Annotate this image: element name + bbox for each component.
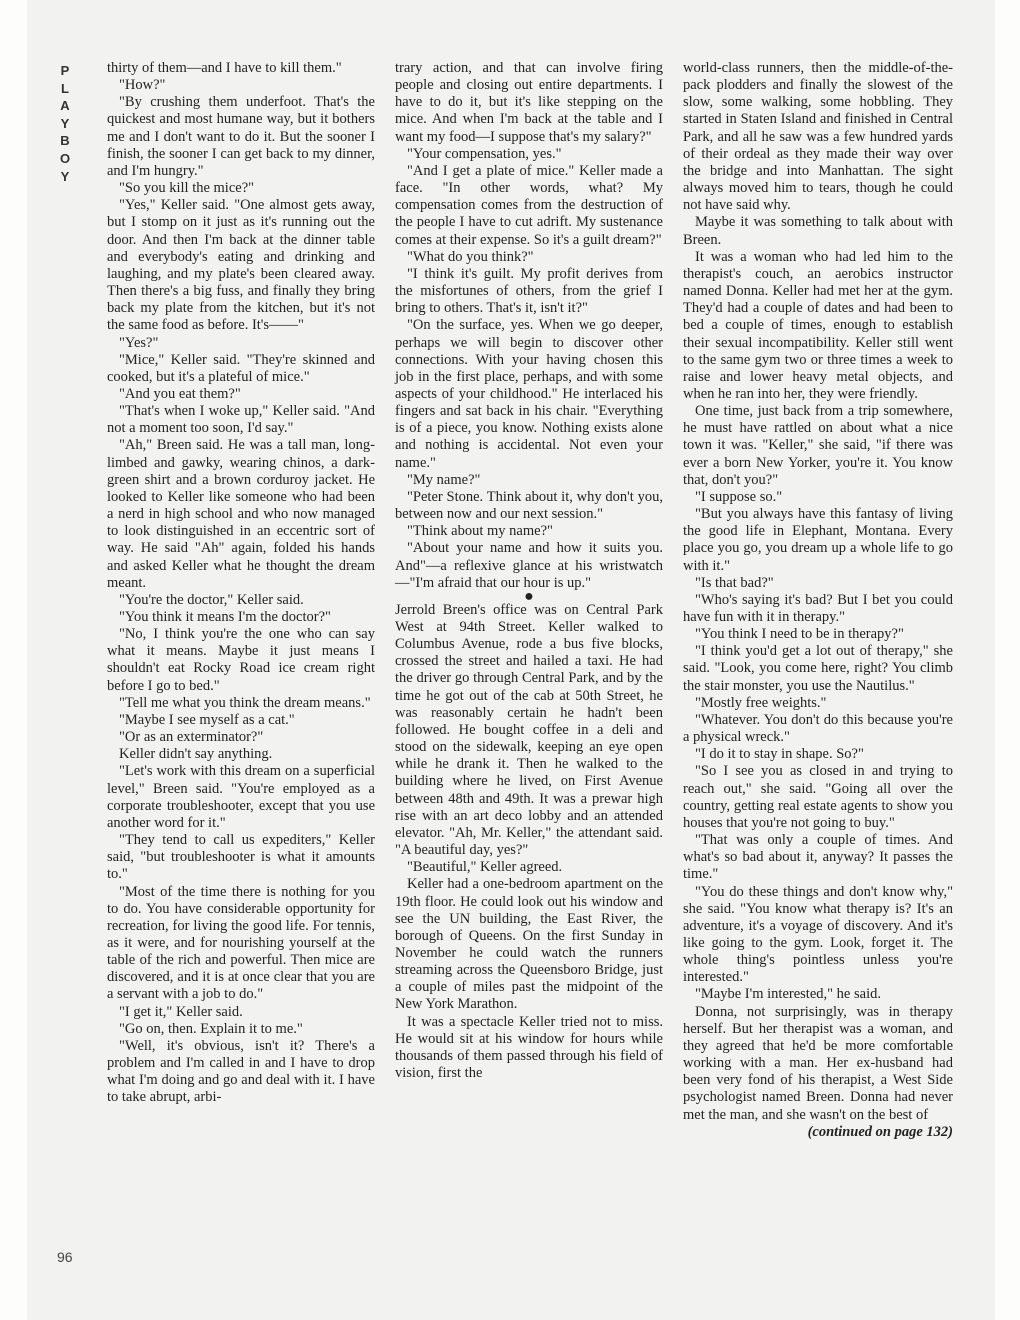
- article-paragraph: "By crushing them underfoot. That's the quickest and most humane way, but it bothers me and I don't want to do it. But the sooner I finish, the sooner I can get back to my dinner, and I'm hungry.": [107, 94, 375, 179]
- article-paragraph: "Go on, then. Explain it to me.": [119, 1020, 303, 1037]
- article-paragraph: "And you eat them?": [119, 385, 241, 402]
- article-paragraph: "I think it's guilt. My profit derives from the misfortunes of others, from the grief I bring to others. That's it, isn't it?": [395, 265, 663, 317]
- article-paragraph: "No, I think you're the one who can say what it means. Maybe it just means I shouldn't eat Rocky Road ice cream right before I go to bed.": [107, 626, 375, 694]
- masthead-letter: L: [61, 80, 69, 96]
- article-paragraph: "I suppose so.": [695, 488, 783, 505]
- article-paragraph: It was a woman who had led him to the therapist's couch, an aerobics instructor named Donna. Keller had met her at the gym. They'd had a couple of dates and had been to bed a couple of times, enough to establish their sexual incompatibility. Keller still went to the same gym two or three times a week to raise and lower heavy metal objects, and when he ran into her, they were friendly.: [683, 248, 953, 402]
- article-paragraph: "You think I need to be in therapy?": [695, 626, 904, 643]
- article-paragraph: "You think it means I'm the doctor?": [119, 609, 331, 625]
- article-paragraph: "What do you think?": [407, 248, 534, 265]
- article-paragraph: "Ah," Breen said. He was a tall man, long-limbed and gawky, wearing chinos, a dark-green shirt and a brown corduroy jacket. He looked to Keller like someone who had been a nerd in high school and who now managed to look distinguished in an eccentric sort of way. He said "Ah" again, folded his hands and asked Keller what he thought the dream meant.: [107, 437, 375, 591]
- section-break-bullet: ●: [524, 587, 534, 605]
- article-column-1: [107, 60, 375, 1107]
- article-paragraph: "But you always have this fantasy of living the good life in Elephant, Montana. Every place you go, you dream up a whole life to go with it.": [683, 506, 953, 574]
- article-paragraph: "So you kill the mice?": [119, 180, 255, 197]
- magazine-masthead: [55, 62, 75, 185]
- article-column-2: [395, 60, 663, 1082]
- article-paragraph: "That was only a couple of times. And what's so bad about it, anyway? It passes the time.": [683, 832, 953, 883]
- masthead-letter: Y: [60, 115, 70, 131]
- article-paragraph: "That's when I woke up," Keller said. "And not a moment too soon, I'd say.": [107, 403, 375, 437]
- article-paragraph: "Beautiful," Keller agreed.: [407, 859, 563, 876]
- article-paragraph: "So I see you as closed in and trying to reach out," she said. "Going all over the country, getting real estate agents to show you houses that you're not going to buy.": [683, 763, 953, 831]
- article-paragraph: "I think you'd get a lot out of therapy," she said. "Look, you come here, right? You climb the stair monster, you use the Nautilus.": [683, 643, 953, 694]
- article-paragraph: "How?": [119, 77, 166, 94]
- article-paragraph: "On the surface, yes. When we go deeper, perhaps we will begin to discover other connections. With your having chosen this job in the first place, perhaps, and with some aspects of your childhood." He interlaced his fingers and sat back in his chair. "Everything is of a piece, you know. Nothing exists alone and nothing is accidental. Not even your name.": [395, 317, 663, 471]
- article-paragraph: "Mostly free weights.": [695, 694, 827, 711]
- article-paragraph: Keller had a one-bedroom apartment on the 19th floor. He could look out his window and see the UN building, the East River, the borough of Queens. On the first Sunday in November he could watch the runners streaming across the Queensboro Bridge, just a couple of miles past the midpoint of the New York Marathon.: [395, 876, 663, 1013]
- article-paragraph: "They tend to call us expediters," Keller said, "but troubleshooter is what it amounts to.": [107, 832, 375, 883]
- article-paragraph: "You do these things and don't know why," she said. "You know what therapy is? It's an adventure, it's a voyage of discovery. And it's like going to the gym. Look, forget it. The whole thing's pointless unless you're interested.": [683, 883, 953, 986]
- article-paragraph: "Maybe I see myself as a cat.": [119, 711, 295, 728]
- article-paragraph: "Is that bad?": [695, 574, 774, 591]
- article-paragraph: world-class runners, then the middle-of-the-pack plodders and finally the slowest of the slow, some walking, some hobbling. They started in Staten Island and finished in Central Park, and all he saw was a few hundred yards of their ordeal as they made their way over the bridge and into Manhattan. The sight always moved him to tears, though he could not have said why.: [683, 60, 953, 214]
- article-paragraph: "Whatever. You don't do this because you're a physical wreck.": [683, 711, 953, 746]
- article-paragraph: "Mice," Keller said. "They're skinned and cooked, but it's a plateful of mice.": [107, 351, 375, 385]
- article-paragraph: thirty of them—and I have to kill them.": [107, 60, 342, 76]
- article-column-3: [683, 60, 953, 1141]
- article-paragraph: Keller didn't say anything.: [119, 746, 273, 763]
- article-paragraph: "Who's saying it's bad? But I bet you could have fun with it in therapy.": [683, 591, 953, 625]
- article-paragraph: "My name?": [407, 471, 481, 488]
- article-paragraph: Donna, not surprisingly, was in therapy herself. But her therapist was a woman, and they agreed that he'd be more comfortable working with a man. Her ex-husband had been very fond of his therapist, a West Side psychologist named Breen. Donna had never met the man, and she wasn't on the best of: [683, 1003, 953, 1123]
- article-paragraph: "Yes," Keller said. "One almost gets away, but I stomp on it just as it's running out the door. And then I'm back at the dinner table and everybody's eating and drinking and laughing, and my plate's been cleared away. Then there's a big fuss, and finally they bring back my plate from the kitchen, but it's not the same food as before. It's——": [107, 197, 375, 334]
- article-paragraph: trary action, and that can involve firing people and closing out entire departments. I have to do it, but it's like stepping on the mice. And when I'm back at the table and I want my food—I suppose that's my salary?": [395, 60, 663, 145]
- article-paragraph: "And I get a plate of mice." Keller made a face. "In other words, what? My compensation comes from the destruction of the people I have to cut adrift. My sustenance comes at their expense. So it's a guilt dream?": [395, 162, 663, 248]
- masthead-letter: P: [60, 63, 70, 78]
- magazine-page: [27, 0, 995, 1320]
- article-paragraph: "I get it," Keller said.: [119, 1003, 243, 1020]
- masthead-letter: Y: [60, 168, 70, 184]
- article-paragraph: It was a spectacle Keller tried not to miss. He would sit at his window for hours while thousands of them passed through his field of vision, first the: [395, 1013, 663, 1082]
- article-paragraph: "Let's work with this dream on a superficial level," Breen said. "You're employed as a corporate troubleshooter, except that you use another word for it.": [107, 763, 375, 831]
- continued-note: (continued on page 132): [807, 1123, 953, 1140]
- page-number: 96: [57, 1249, 73, 1265]
- article-paragraph: "Most of the time there is nothing for you to do. You have considerable opportunity for recreation, for living the good life. For tennis, as it were, and for nourishing yourself at the table of the rich and powerful. Then mice are discovered, and it is at once clear that you are a servant with a job to do.": [107, 883, 375, 1003]
- masthead-letter: B: [60, 133, 70, 149]
- article-paragraph: Maybe it was something to talk about with Breen.: [683, 214, 953, 248]
- article-paragraph: "You're the doctor," Keller said.: [119, 591, 304, 608]
- article-paragraph: "Or as an exterminator?": [119, 729, 264, 746]
- article-paragraph: "Think about my name?": [407, 523, 553, 540]
- article-paragraph: "Your compensation, yes.": [407, 145, 562, 162]
- masthead-letter: A: [60, 98, 70, 114]
- article-paragraph: "Maybe I'm interested," he said.: [695, 986, 881, 1003]
- article-paragraph: One time, just back from a trip somewhere, he must have rattled on about what a nice town it was. "Keller," she said, "if there was ever a born New Yorker, you're it. You know that, don't you?": [683, 403, 953, 488]
- article-paragraph: "About your name and how it suits you. And"—a reflexive glance at his wristwatch—"I'm afraid that our hour is up.": [395, 540, 663, 591]
- article-paragraph: "Peter Stone. Think about it, why don't you, between now and our next session.": [395, 488, 663, 523]
- masthead-letter: O: [59, 150, 71, 166]
- article-paragraph: "Yes?": [119, 334, 159, 351]
- article-paragraph: "Well, it's obvious, isn't it? There's a problem and I'm called in and I have to drop what I'm doing and go and deal with it. I have to take abrupt, arbi-: [107, 1037, 375, 1106]
- article-paragraph: "I do it to stay in shape. So?": [695, 746, 864, 763]
- article-paragraph: "Tell me what you think the dream means.": [119, 694, 371, 711]
- article-paragraph: Jerrold Breen's office was on Central Park West at 94th Street. Keller walked to Columbus Avenue, rode a bus five blocks, crossed the street and hailed a taxi. He had the driver go through Central Park, and by the time he got out of the cab at 50th Street, he was reasonably certain he hadn't been followed. He bought coffee in a deli and stood on the sidewalk, keeping an eye open while he drank it. Then he walked to the building where he lived, on First Avenue between 48th and 49th. It was a prewar high rise with an art deco lobby and an attended elevator. "Ah, Mr. Keller," the attendant said. "A beautiful day, yes?": [395, 601, 663, 859]
